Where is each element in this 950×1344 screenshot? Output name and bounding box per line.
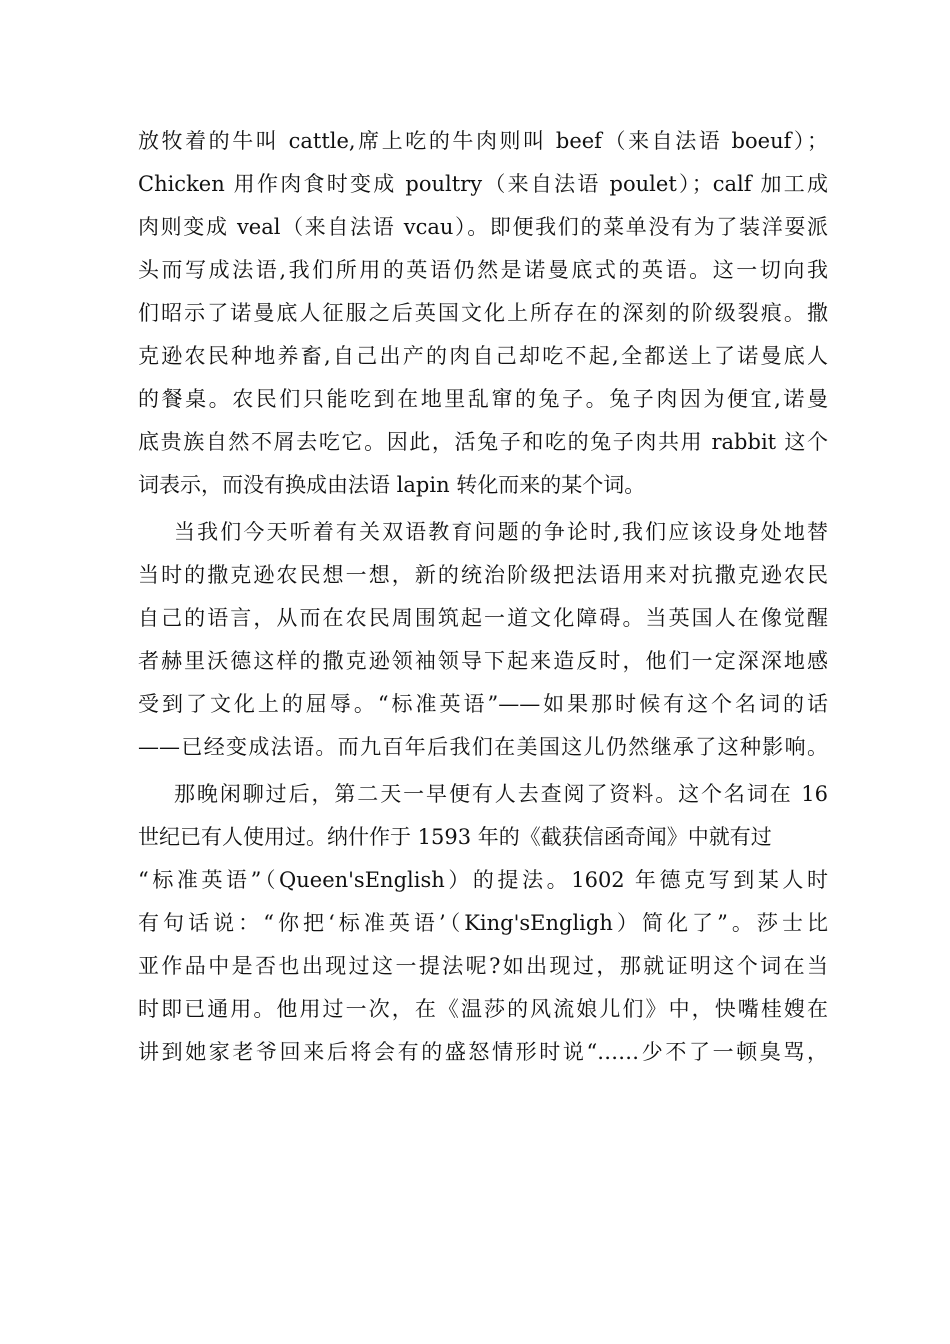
text-line: 那晚闲聊过后，第二天一早便有人去查阅了资料。这个名词在 16 — [174, 782, 828, 806]
text-line: 亚作品中是否也出现过这一提法呢?如出现过，那就证明这个词在当 — [138, 954, 828, 978]
text-line: 底贵族自然不屑去吃它。因此，活兔子和吃的兔子肉共用 rabbit 这个 — [138, 430, 828, 454]
paragraph-2 — [138, 511, 828, 769]
text-line: 词表示，而没有换成由法语 lapin 转化而来的某个词。 — [138, 473, 646, 497]
text-line: 克逊农民种地养畜,自己出产的肉自己却吃不起,全都送上了诺曼底人 — [138, 344, 828, 368]
text-line: 者赫里沃德这样的撒克逊领袖领导下起来造反时，他们一定深深地感 — [138, 649, 828, 673]
text-line: 头而写成法语,我们所用的英语仍然是诺曼底式的英语。这一切向我 — [138, 258, 828, 282]
text-line: 放牧着的牛叫 cattle,席上吃的牛肉则叫 beef（来自法语 boeuf）； — [138, 129, 828, 153]
text-line: 们昭示了诺曼底人征服之后英国文化上所存在的深刻的阶级裂痕。撒 — [138, 301, 828, 325]
text-line: ——已经变成法语。而九百年后我们在美国这儿仍然继承了这种影响。 — [138, 735, 828, 759]
text-line: 肉则变成 veal（来自法语 vcau）。即便我们的菜单没有为了装洋耍派 — [138, 215, 828, 239]
text-line: 有句话说：“你把‘标准英语’（King'sEngligh）简化了”。莎士比 — [138, 911, 828, 935]
text-line: 受到了文化上的屈辱。“标准英语”——如果那时候有这个名词的话 — [138, 692, 828, 716]
text-line: 讲到她家老爷回来后将会有的盛怒情形时说“……少不了一顿臭骂， — [138, 1040, 828, 1064]
text-line: 世纪已有人使用过。纳什作于 1593 年的《截获信函奇闻》中就有过 — [138, 825, 772, 849]
text-line: “标准英语”（Queen'sEnglish）的提法。1602 年德克写到某人时 — [138, 868, 828, 892]
paragraph-1 — [138, 120, 828, 507]
text-line: 的餐桌。农民们只能吃到在地里乱窜的兔子。兔子肉因为便宜,诺曼 — [138, 387, 828, 411]
text-line: 时即已通用。他用过一次，在《温莎的风流娘儿们》中，快嘴桂嫂在 — [138, 997, 828, 1021]
text-line: 自己的语言，从而在农民周围筑起一道文化障碍。当英国人在像觉醒 — [138, 606, 828, 630]
document-body — [138, 120, 828, 1074]
paragraph-3 — [138, 773, 828, 1074]
text-line: Chicken 用作肉食时变成 poultry（来自法语 poulet）；calf 加工成 — [138, 172, 828, 196]
text-line: 当我们今天听着有关双语教育问题的争论时,我们应该设身处地替 — [174, 520, 828, 544]
text-line: 当时的撒克逊农民想一想，新的统治阶级把法语用来对抗撒克逊农民 — [138, 563, 828, 587]
